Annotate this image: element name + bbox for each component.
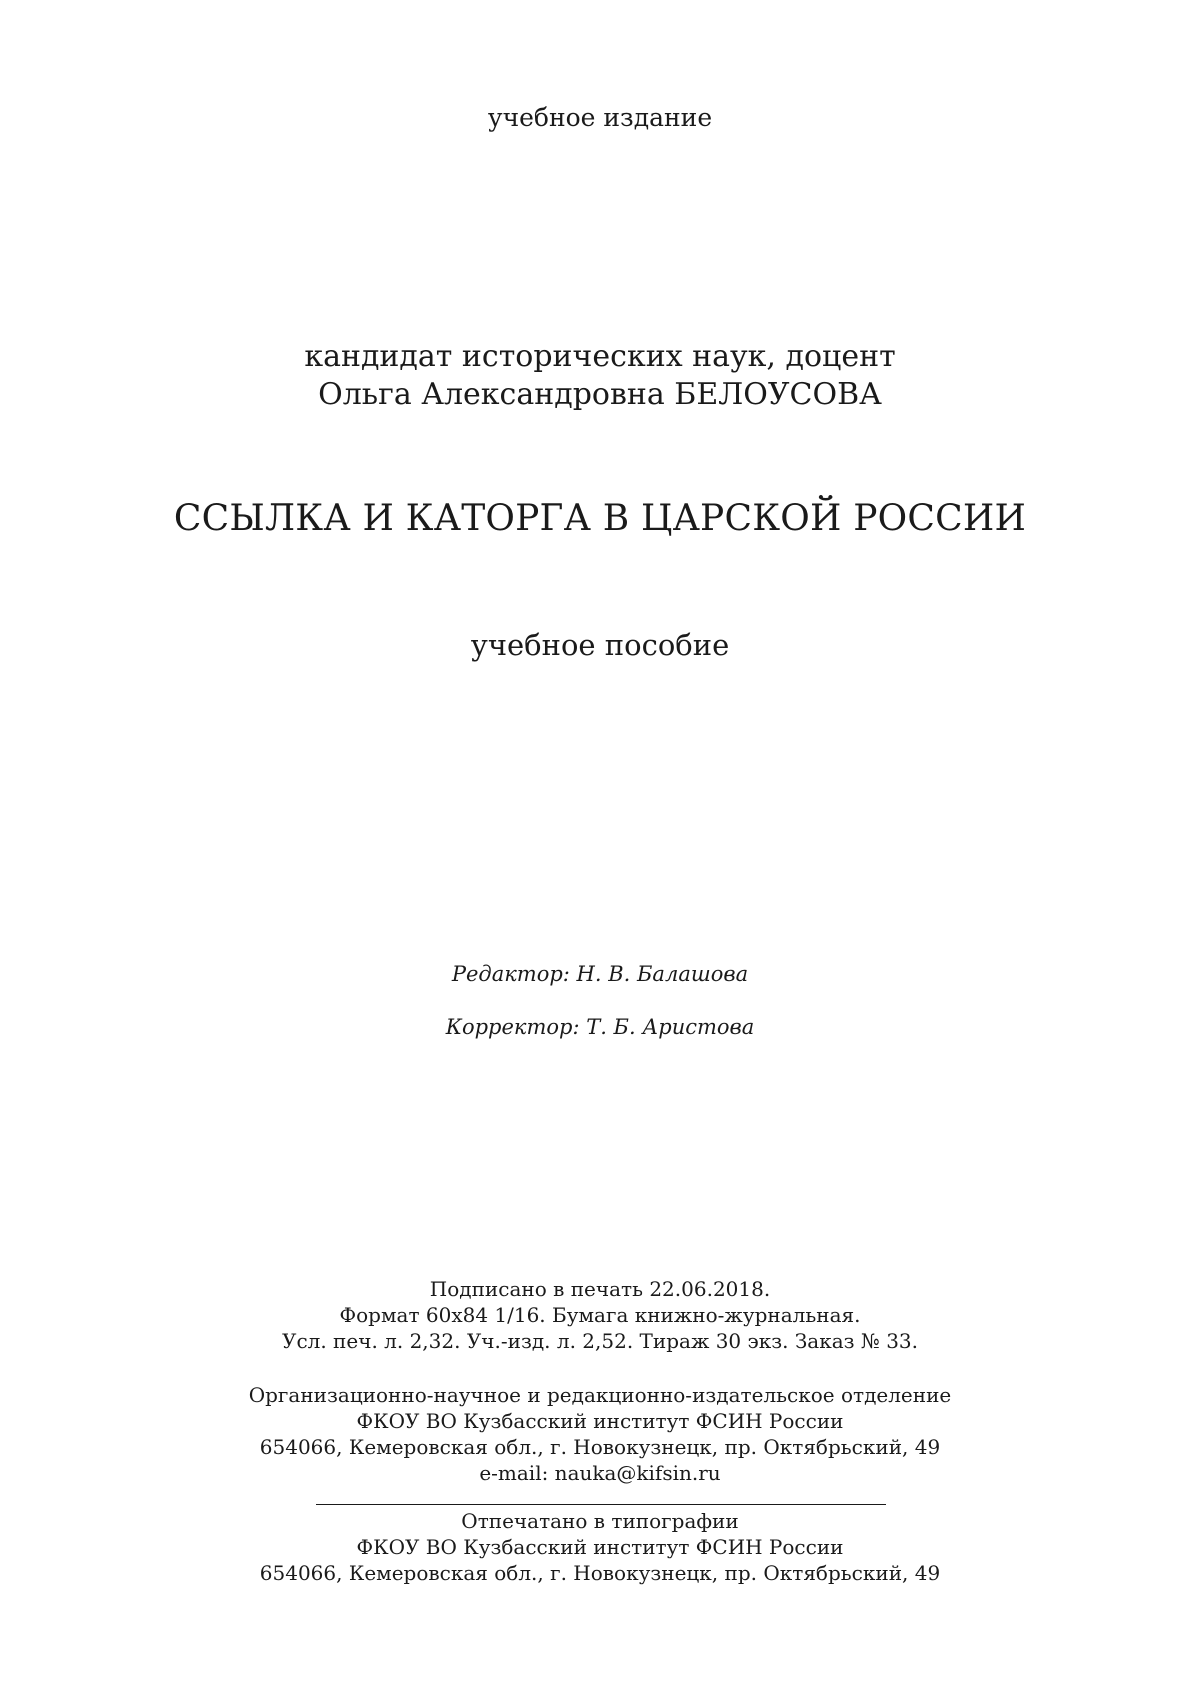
publisher-line: 654066, Кемеровская обл., г. Новокузнецк, пр. Октябрьский, 49 [259,1435,941,1459]
edition-type: учебное издание [487,103,713,132]
printer-line: Отпечатано в типографии [461,1509,739,1533]
print-info-line: Усл. печ. л. 2,32. Уч.-изд. л. 2,52. Тираж 30 экз. Заказ № 33. [281,1329,918,1353]
publisher-line: Организационно-научное и редакционно-издательское отделение [248,1383,952,1407]
author-name: Ольга Александровна БЕЛОУСОВА [318,377,882,412]
printer-block [0,1508,1200,1586]
print-info-line: Формат 60х84 1/16. Бумага книжно-журнальная. [339,1303,861,1327]
proofreader-credit: Корректор: Т. Б. Аристова [445,1015,755,1039]
book-subtitle: учебное пособие [470,628,730,662]
publisher-email: e-mail: nauka@kifsin.ru [479,1461,721,1485]
printer-line: 654066, Кемеровская обл., г. Новокузнецк, пр. Октябрьский, 49 [259,1561,941,1585]
print-info-block [0,1276,1200,1354]
editor-credit: Редактор: Н. В. Балашова [451,962,749,986]
author-degree: кандидат исторических наук, доцент [304,339,896,374]
print-info-line: Подписано в печать 22.06.2018. [429,1277,771,1301]
publisher-line: ФКОУ ВО Кузбасский институт ФСИН России [356,1409,844,1433]
imprint-divider [316,1504,886,1505]
publisher-block [0,1382,1200,1486]
printer-line: ФКОУ ВО Кузбасский институт ФСИН России [356,1535,844,1559]
book-title: ССЫЛКА И КАТОРГА В ЦАРСКОЙ РОССИИ [173,498,1027,539]
